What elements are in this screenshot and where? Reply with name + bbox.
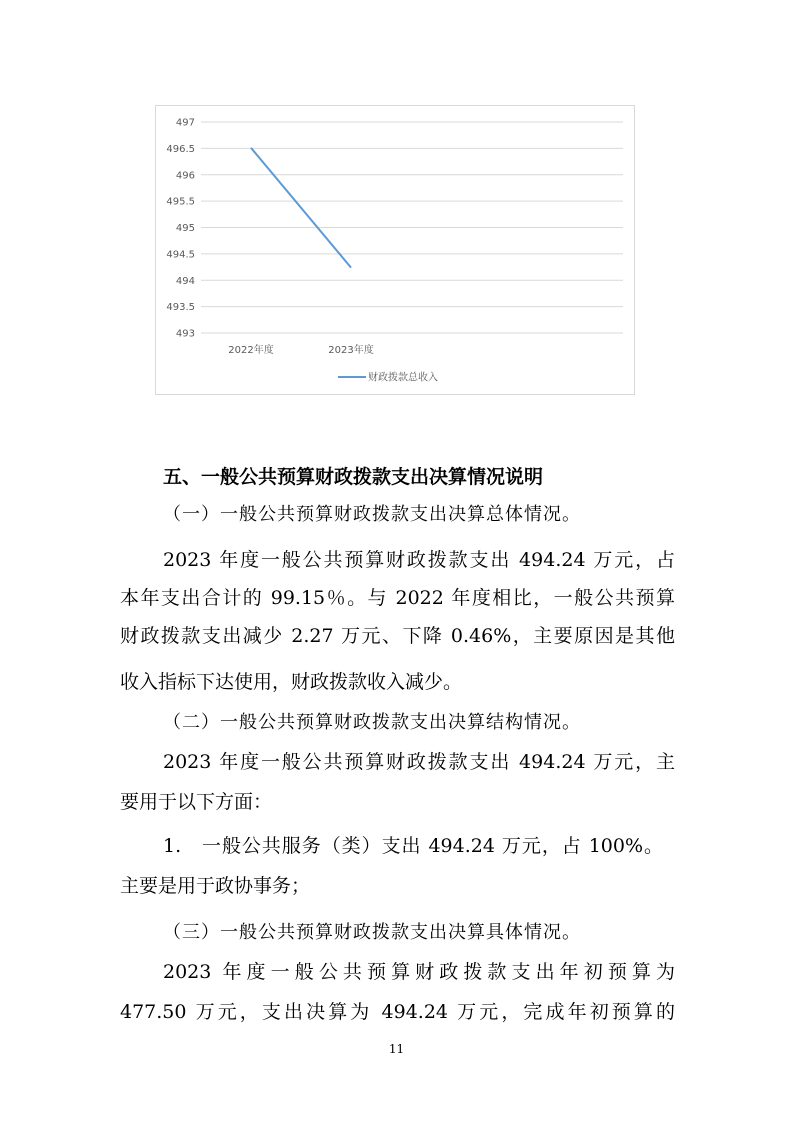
- page-number: 11: [388, 1042, 405, 1056]
- paragraph-line: 主要是用于政协事务；: [120, 875, 311, 897]
- y-tick-label: 493: [175, 328, 195, 340]
- paragraph-line: 财政拨款支出减少 2.27 万元、下降 0.46%，主要原因是其他: [120, 625, 675, 647]
- subheading-details: （三）一般公共预算财政拨款支出决算具体情况。: [163, 922, 581, 943]
- paragraph-line: 2023 年度一般公共预算财政拨款支出年初预算为: [163, 961, 675, 983]
- y-tick-label: 495: [175, 223, 195, 234]
- x-tick-label: 2022年度: [228, 345, 274, 356]
- subheading-overall: （一）一般公共预算财政拨款支出决算总体情况。: [163, 504, 581, 525]
- y-tick-label: 494: [175, 275, 195, 287]
- paragraph-line: 本年支出合计的 99.15％。与 2022 年度相比，一般公共预算: [120, 587, 675, 609]
- section-heading: 五、一般公共预算财政拨款支出决算情况说明: [163, 466, 544, 488]
- paragraph-line: 2023 年度一般公共预算财政拨款支出 494.24 万元，主: [163, 751, 675, 773]
- line-chart: [155, 105, 635, 395]
- subheading-structure: （二）一般公共预算财政拨款支出决算结构情况。: [163, 712, 581, 733]
- y-tick-label: 496: [175, 170, 195, 182]
- paragraph-line: 2023 年度一般公共预算财政拨款支出 494.24 万元，占: [163, 549, 675, 571]
- y-tick-label: 495.5: [166, 196, 195, 208]
- series-line: [251, 148, 351, 268]
- y-tick-label: 497: [175, 117, 195, 129]
- y-tick-label: 493.5: [166, 302, 195, 314]
- paragraph-line: 1. 一般公共服务（类）支出 494.24 万元，占 100%。: [163, 835, 663, 857]
- y-tick-label: 496.5: [166, 143, 195, 155]
- paragraph-line: 要用于以下方面：: [120, 791, 273, 813]
- x-tick-label: 2023年度: [328, 345, 374, 356]
- legend-label: 财政拨款总收入: [368, 372, 438, 384]
- paragraph-line: 收入指标下达使用，财政拨款收入减少。: [120, 671, 463, 693]
- y-tick-label: 494.5: [166, 249, 195, 261]
- chart-svg: [156, 106, 636, 396]
- paragraph-line: 477.50 万元，支出决算为 494.24 万元，完成年初预算的: [120, 1001, 675, 1023]
